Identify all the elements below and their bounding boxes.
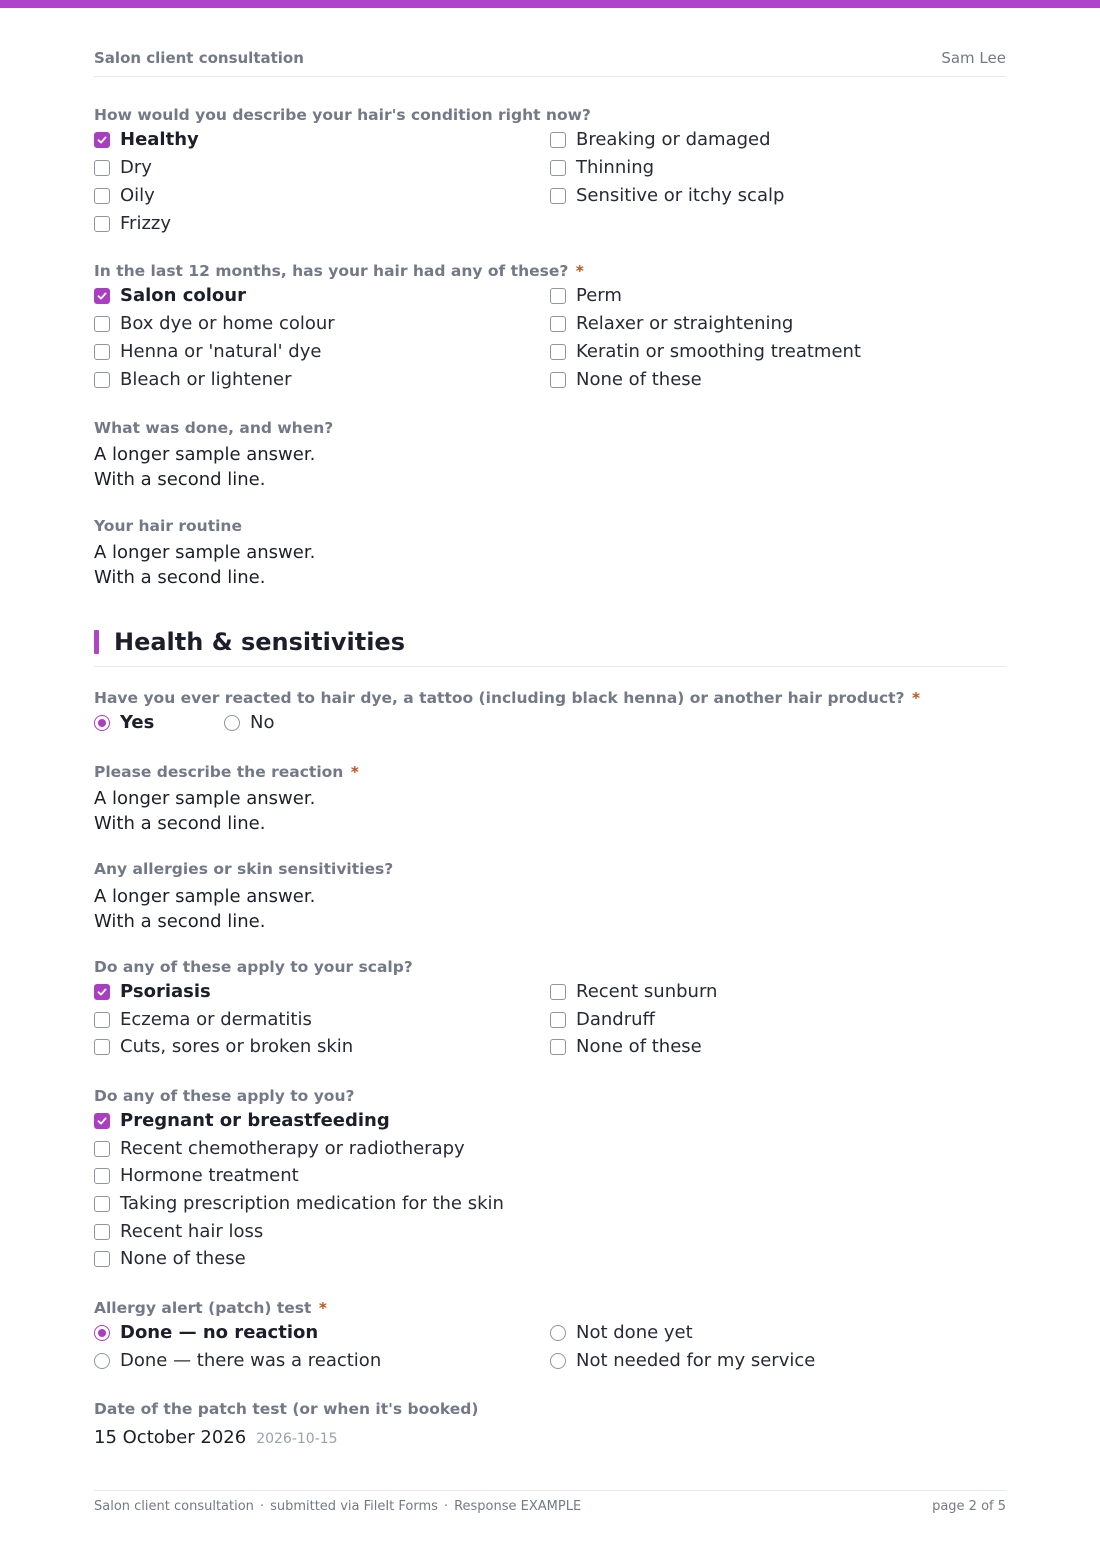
question-label xyxy=(94,1297,1006,1319)
question-label xyxy=(94,687,1006,709)
answer-text xyxy=(94,786,1006,836)
answer-text xyxy=(94,540,1006,590)
option-label: Dandruff xyxy=(576,1009,655,1030)
footer-separator: · xyxy=(259,1499,265,1514)
question-label-text: Please describe the reaction xyxy=(94,763,344,781)
question-reaction-description xyxy=(94,761,1006,836)
option-label: Psoriasis xyxy=(120,981,211,1002)
checkbox-icon[interactable] xyxy=(550,188,566,204)
checkbox-icon[interactable] xyxy=(94,160,110,176)
footer-response: Response EXAMPLE xyxy=(454,1499,582,1514)
question-label-text: Have you ever reacted to hair dye, a tattoo (including black henna) or another hair product? xyxy=(94,689,905,707)
checkbox-icon[interactable] xyxy=(550,1039,566,1055)
checkbox-icon[interactable] xyxy=(550,344,566,360)
option-label: Frizzy xyxy=(120,213,171,234)
option-label: Pregnant or breastfeeding xyxy=(120,1110,390,1131)
required-marker: * xyxy=(350,763,359,781)
date-iso: 2026-10-15 xyxy=(256,1431,338,1447)
radio-icon[interactable] xyxy=(550,1325,566,1341)
answer-line: A longer sample answer. xyxy=(94,542,316,563)
option-label: Keratin or smoothing treatment xyxy=(576,341,861,362)
checkbox-icon[interactable] xyxy=(94,1251,110,1267)
question-what-done xyxy=(94,417,1006,492)
checkbox-icon[interactable] xyxy=(550,160,566,176)
respondent-name: Sam Lee xyxy=(941,49,1006,67)
checkbox-icon[interactable] xyxy=(94,188,110,204)
question-reacted xyxy=(94,687,1006,733)
answer-line: With a second line. xyxy=(94,469,266,490)
top-accent-bar xyxy=(0,0,1100,8)
page-number: page 2 of 5 xyxy=(932,1499,1006,1514)
question-treatments xyxy=(94,260,1006,390)
page-header xyxy=(94,48,1006,77)
checkbox-icon[interactable] xyxy=(550,288,566,304)
required-marker: * xyxy=(911,689,921,707)
option-label: Relaxer or straightening xyxy=(576,313,794,334)
question-patch-test xyxy=(94,1297,1006,1371)
footer-meta xyxy=(94,1499,581,1514)
option-label: Taking prescription medication for the skin xyxy=(120,1193,504,1214)
option-label: Sensitive or itchy scalp xyxy=(576,185,785,206)
question-label-text: In the last 12 months, has your hair had any of these? xyxy=(94,262,569,280)
question-label xyxy=(94,761,1006,783)
option-label: Oily xyxy=(120,185,155,206)
question-label: How would you describe your hair's condition right now? xyxy=(94,106,591,124)
answer-text xyxy=(94,884,1006,934)
checkbox-icon[interactable] xyxy=(94,1141,110,1157)
required-marker: * xyxy=(575,262,584,280)
checkbox-checked-icon[interactable] xyxy=(94,288,110,304)
checkbox-checked-icon[interactable] xyxy=(94,1113,110,1129)
section-header xyxy=(94,626,1006,667)
option-label: Cuts, sores or broken skin xyxy=(120,1036,354,1057)
footer-form-name: Salon client consultation xyxy=(94,1499,254,1514)
question-hair-routine xyxy=(94,515,1006,590)
radio-icon[interactable] xyxy=(224,715,240,731)
checkbox-icon[interactable] xyxy=(550,132,566,148)
option-label: Not needed for my service xyxy=(576,1350,816,1371)
option-label: No xyxy=(250,712,275,733)
document-title: Salon client consultation xyxy=(94,49,304,67)
date-value: 15 October 2026 xyxy=(94,1427,247,1448)
option-label: Eczema or dermatitis xyxy=(120,1009,312,1030)
question-label: Your hair routine xyxy=(94,517,242,535)
answer-line: A longer sample answer. xyxy=(94,886,316,907)
option-label: Healthy xyxy=(120,129,199,150)
option-label: None of these xyxy=(576,1036,702,1057)
option-label: Breaking or damaged xyxy=(576,129,771,150)
option-label: Perm xyxy=(576,285,622,306)
checkbox-icon[interactable] xyxy=(94,1039,110,1055)
option-label: Recent hair loss xyxy=(120,1221,264,1242)
footer-separator: · xyxy=(443,1499,449,1514)
option-label: None of these xyxy=(120,1248,246,1269)
checkbox-icon[interactable] xyxy=(550,1012,566,1028)
option-label: Recent chemotherapy or radiotherapy xyxy=(120,1138,465,1159)
checkbox-icon[interactable] xyxy=(550,984,566,1000)
checkbox-icon[interactable] xyxy=(94,372,110,388)
checkbox-checked-icon[interactable] xyxy=(94,984,110,1000)
footer-submitted: submitted via FileIt Forms xyxy=(270,1499,438,1514)
checkbox-icon[interactable] xyxy=(94,316,110,332)
radio-selected-icon[interactable] xyxy=(94,1325,110,1341)
answer-text xyxy=(94,442,1006,492)
question-label: Any allergies or skin sensitivities? xyxy=(94,860,394,878)
radio-icon[interactable] xyxy=(94,1353,110,1369)
answer-date xyxy=(94,1425,1006,1452)
answer-line: A longer sample answer. xyxy=(94,444,316,465)
question-label: Date of the patch test (or when it's booked) xyxy=(94,1400,479,1418)
option-label: Salon colour xyxy=(120,285,246,306)
question-label: Do any of these apply to your scalp? xyxy=(94,958,413,976)
answer-line: With a second line. xyxy=(94,567,266,588)
section-accent-bar xyxy=(94,630,99,654)
option-label: Box dye or home colour xyxy=(120,313,335,334)
page-footer xyxy=(94,1490,1006,1521)
option-label: Hormone treatment xyxy=(120,1165,299,1186)
answer-line: A longer sample answer. xyxy=(94,788,316,809)
question-apply-to-you xyxy=(94,1085,1006,1269)
question-scalp xyxy=(94,956,1006,1057)
option-label: Henna or 'natural' dye xyxy=(120,341,322,362)
section-title: Health & sensitivities xyxy=(114,628,405,656)
checkbox-icon[interactable] xyxy=(94,1224,110,1240)
answer-line: With a second line. xyxy=(94,911,266,932)
checkbox-icon[interactable] xyxy=(94,1168,110,1184)
option-label: None of these xyxy=(576,369,702,390)
checkbox-icon[interactable] xyxy=(94,1012,110,1028)
checkbox-icon[interactable] xyxy=(94,216,110,232)
answer-line: With a second line. xyxy=(94,813,266,834)
option-label: Not done yet xyxy=(576,1322,693,1343)
option-label: Recent sunburn xyxy=(576,981,718,1002)
option-label: Thinning xyxy=(576,157,655,178)
question-label: Do any of these apply to you? xyxy=(94,1087,355,1105)
required-marker: * xyxy=(318,1299,327,1317)
option-label: Done — no reaction xyxy=(120,1322,319,1343)
checkbox-checked-icon[interactable] xyxy=(94,132,110,148)
question-label: What was done, and when? xyxy=(94,419,334,437)
radio-icon[interactable] xyxy=(550,1353,566,1369)
question-label-text: Allergy alert (patch) test xyxy=(94,1299,312,1317)
question-allergies xyxy=(94,858,1006,934)
checkbox-icon[interactable] xyxy=(94,344,110,360)
checkbox-icon[interactable] xyxy=(550,372,566,388)
question-hair-condition xyxy=(94,104,1006,234)
option-label: Done — there was a reaction xyxy=(120,1350,382,1371)
option-label: Dry xyxy=(120,157,152,178)
question-label xyxy=(94,260,1006,282)
checkbox-icon[interactable] xyxy=(94,1196,110,1212)
radio-selected-icon[interactable] xyxy=(94,715,110,731)
option-label: Yes xyxy=(120,712,155,733)
checkbox-icon[interactable] xyxy=(550,316,566,332)
option-label: Bleach or lightener xyxy=(120,369,292,390)
question-patch-date xyxy=(94,1398,1006,1452)
